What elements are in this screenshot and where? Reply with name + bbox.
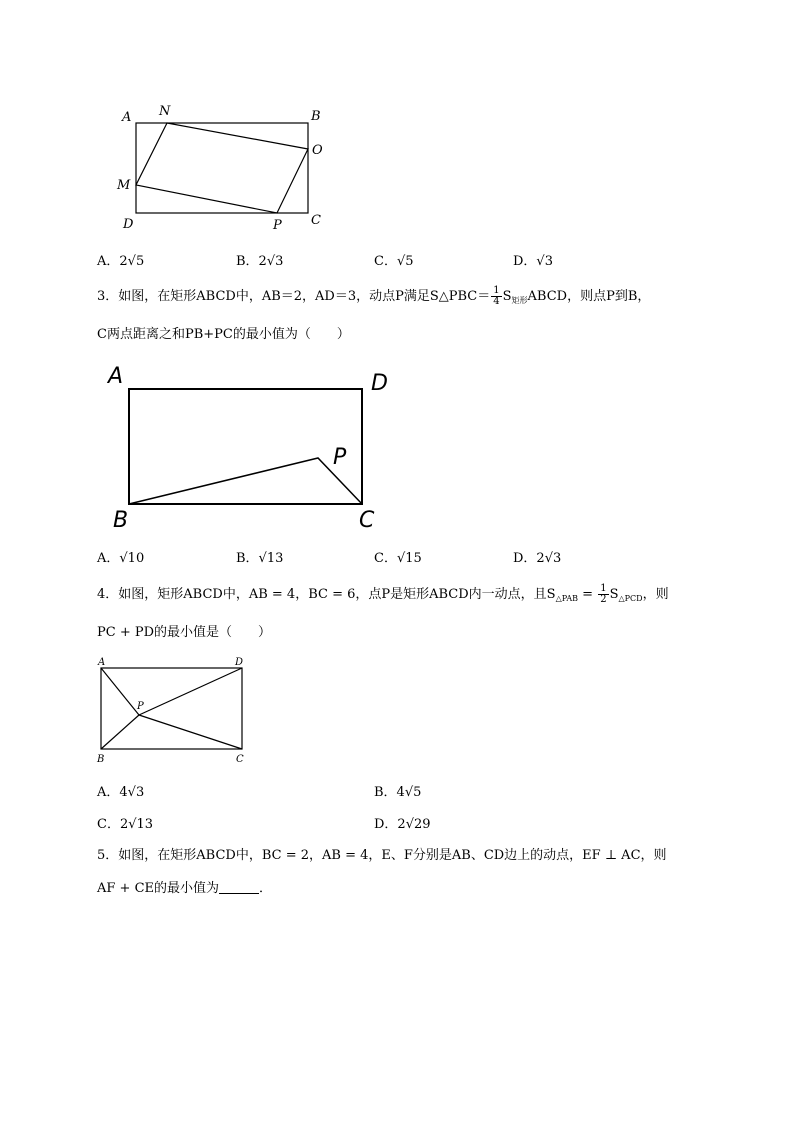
- q4-fraction: [598, 584, 608, 605]
- q4-line-2: PC + PD的最小值是（ ）: [97, 625, 272, 640]
- q4-frac-num: 1: [600, 583, 607, 594]
- q3-option-b: B．√13: [236, 551, 284, 566]
- fig3-rectangle: [129, 389, 362, 504]
- fig1-rectangle: [136, 123, 308, 213]
- q4-sub-2: △PCD: [618, 594, 643, 603]
- fig1-label-O: O: [312, 143, 323, 158]
- figure-4: [92, 652, 257, 772]
- q4-options-row-1: [97, 783, 697, 803]
- fig1-label-B: B: [311, 109, 321, 124]
- fig4-label-A: A: [98, 657, 106, 668]
- q3-text-s: S: [502, 289, 512, 304]
- fig3-label-B: B: [113, 508, 129, 533]
- q4-option-a: A．4√3: [97, 785, 145, 800]
- q2-option-d: D．√3: [513, 254, 553, 269]
- fig4-label-C: C: [236, 754, 244, 765]
- fig4-seg-PC: [139, 715, 242, 749]
- fig4-label-B: B: [97, 754, 105, 765]
- q3-option-c: C．√15: [374, 551, 422, 566]
- q4-option-c: C．2√13: [97, 817, 154, 832]
- fig4-seg-PA: [101, 668, 139, 715]
- fig3-label-D: D: [371, 371, 388, 396]
- fig1-label-C: C: [311, 213, 321, 228]
- q3-option-a: A．√10: [97, 551, 145, 566]
- q3-text-pre: 3．如图，在矩形ABCD中，AB＝2，AD＝3，动点P满足S△PBC＝: [97, 289, 491, 304]
- fig4-seg-PD: [139, 668, 242, 715]
- fig4-label-D: D: [235, 657, 244, 668]
- fig1-label-D: D: [123, 217, 134, 232]
- fig1-label-M: M: [117, 178, 131, 193]
- q5-line-2: [97, 878, 272, 900]
- q5-line-1: 5．如图，在矩形ABCD中，BC = 2，AB = 4，E、F分别是AB、CD边上的动点，EF ⊥ AC，则: [97, 848, 667, 863]
- fig4-seg-PB: [101, 715, 139, 749]
- fig1-parallelogram: [136, 123, 308, 213]
- q3-options: [97, 549, 697, 569]
- q4-text-post: ，则: [642, 587, 669, 602]
- q4-sub-1: △PAB: [555, 594, 579, 603]
- q4-line-1: [97, 584, 669, 610]
- figure-3: [100, 360, 400, 535]
- q4-frac-den: 2: [600, 594, 607, 605]
- q4-text-s: S: [609, 587, 619, 602]
- fig4-rectangle: [101, 668, 242, 749]
- q3-text-sub: 矩形: [511, 296, 528, 305]
- fig3-label-P: P: [333, 445, 347, 470]
- q2-option-a: A．2√5: [97, 254, 145, 269]
- fig1-label-N: N: [159, 104, 171, 119]
- q5-text-pre: AF + CE的最小值为: [97, 881, 220, 896]
- q3-line-1: [97, 286, 650, 312]
- q4-text-pre: 4．如图，矩形ABCD中，AB = 4，BC = 6，点P是矩形ABCD内一动点，且S: [97, 587, 556, 602]
- q3-frac-num: 1: [493, 285, 500, 296]
- fig4-label-P: P: [137, 701, 144, 712]
- q4-options-row-2: [97, 815, 697, 835]
- fig1-label-A: A: [122, 110, 132, 125]
- q3-frac-den: 4: [493, 296, 500, 307]
- q3-text-post: ABCD，则点P到B，: [527, 289, 651, 304]
- q3-option-d: D．2√3: [513, 551, 562, 566]
- fig1-label-P: P: [273, 218, 282, 233]
- q4-option-b: B．4√5: [374, 785, 422, 800]
- q4-option-d: D．2√29: [374, 817, 431, 832]
- q5-text-post: ．: [259, 881, 273, 896]
- q3-line-2: C两点距离之和PB+PC的最小值为（ ）: [97, 327, 350, 342]
- fig3-path-BPC: [129, 458, 362, 504]
- q5-answer-blank[interactable]: [219, 879, 259, 894]
- fig3-label-A: A: [108, 364, 124, 389]
- q2-option-c: C．√5: [374, 254, 414, 269]
- q3-fraction: [491, 286, 501, 307]
- q2-option-b: B．2√3: [236, 254, 284, 269]
- q2-options: [97, 252, 697, 272]
- fig3-label-C: C: [359, 508, 375, 533]
- q4-eq: =: [578, 587, 598, 602]
- figure-1: [110, 98, 330, 233]
